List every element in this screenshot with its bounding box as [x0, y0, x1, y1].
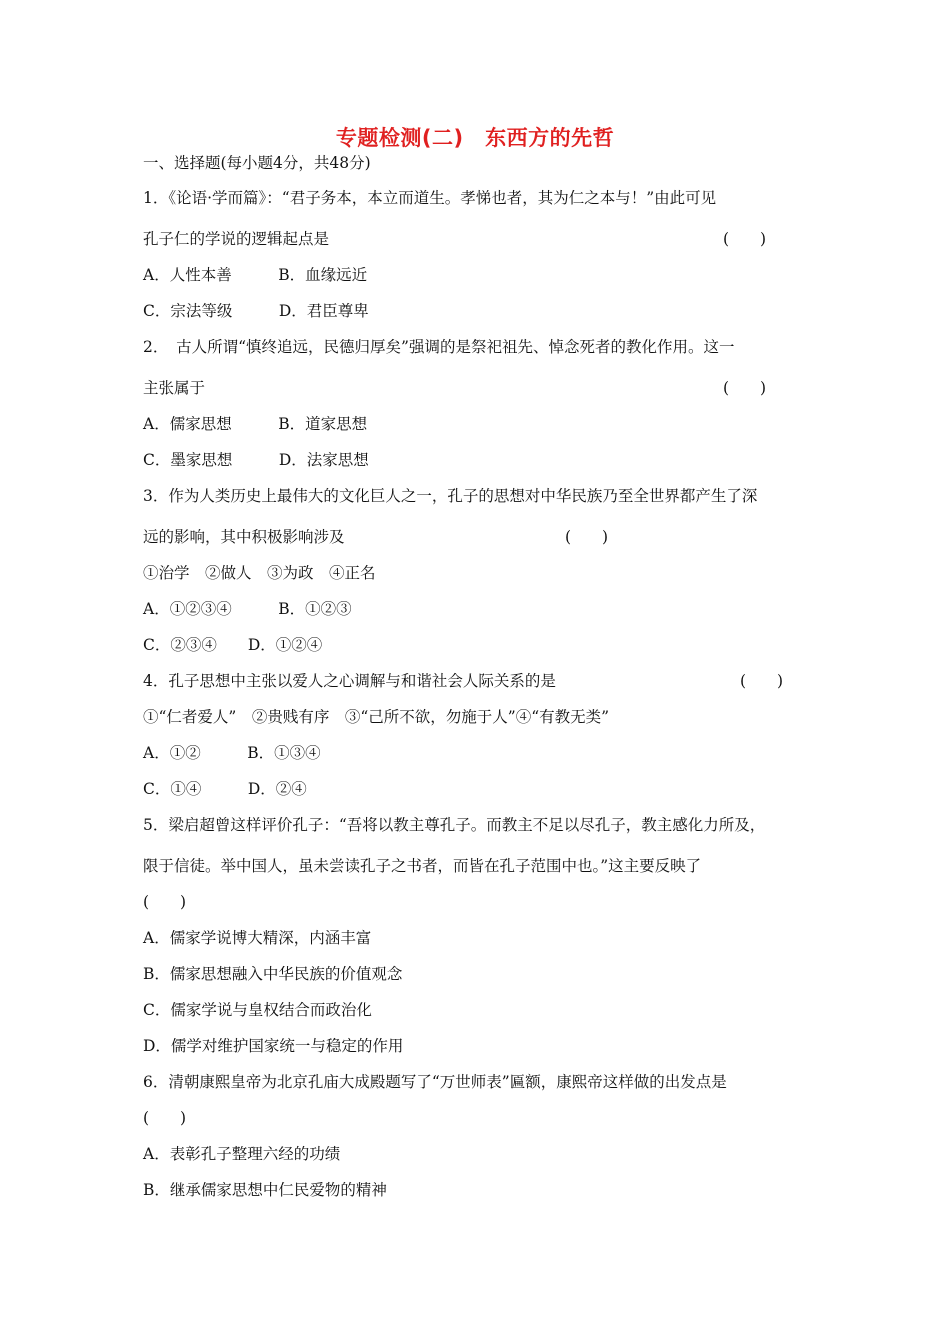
question-5-option-a: A．儒家学说博大精深，内涵丰富 — [143, 929, 372, 947]
question-1-options-cd: C．宗法等级 D．君臣尊卑 — [143, 302, 369, 320]
question-4-options-ab: A．①② B．①③④ — [143, 744, 321, 762]
question-5-option-d: D．儒学对维护国家统一与稳定的作用 — [143, 1037, 404, 1055]
question-3-text: 3．作为人类历史上最伟大的文化巨人之一，孔子的思想对中华民族乃至全世界都产生了深 — [143, 487, 758, 505]
section-heading: 一、选择题(每小题4分，共48分) — [143, 154, 371, 172]
question-6-answer-blank: ( ) — [143, 1109, 187, 1127]
question-2-text: 2． 古人所谓“慎终追远，民德归厚矣”强调的是祭祀祖先、悼念死者的教化作用。这一 — [143, 338, 735, 356]
question-1-options-ab: A．人性本善 B．血缘远近 — [143, 266, 368, 284]
question-2-options-ab: A．儒家思想 B．道家思想 — [143, 415, 368, 433]
question-3-options-ab: A．①②③④ B．①②③ — [143, 600, 352, 618]
question-5-option-c: C．儒家学说与皇权结合而政治化 — [143, 1001, 372, 1019]
question-3-answer-blank: ( ) — [565, 528, 609, 546]
question-4-options-cd: C．①④ D．②④ — [143, 780, 307, 798]
question-3-text-cont: 远的影响，其中积极影响涉及 — [143, 528, 345, 546]
question-1-text: 1．《论语·学而篇》：“君子务本，本立而道生。孝悌也者，其为仁之本与！”由此可见 — [143, 189, 717, 207]
question-4-text: 4．孔子思想中主张以爱人之心调解与和谐社会人际关系的是 — [143, 672, 556, 690]
question-4-items: ①“仁者爱人” ②贵贱有序 ③“己所不欲，勿施于人”④“有教无类” — [143, 708, 610, 726]
question-6-text: 6．清朝康熙皇帝为北京孔庙大成殿题写了“万世师表”匾额，康熙帝这样做的出发点是 — [143, 1073, 727, 1091]
question-5-text: 5．梁启超曾这样评价孔子：“吾将以教主尊孔子。而教主不足以尽孔子，教主感化力所及， — [143, 816, 766, 834]
question-2-text-cont: 主张属于 — [143, 379, 206, 397]
question-2-options-cd: C．墨家思想 D．法家思想 — [143, 451, 369, 469]
question-1-text-cont: 孔子仁的学说的逻辑起点是 — [143, 230, 330, 248]
question-6-option-b: B．继承儒家思想中仁民爱物的精神 — [143, 1181, 387, 1199]
question-1-answer-blank: ( ) — [723, 230, 767, 248]
question-2-answer-blank: ( ) — [723, 379, 767, 397]
page-title: 专题检测(二) 东西方的先哲 — [335, 126, 615, 150]
question-5-text-cont: 限于信徒。举中国人，虽未尝读孔子之书者，而皆在孔子范围中也。”这主要反映了 — [143, 857, 702, 875]
question-3-items: ①治学 ②做人 ③为政 ④正名 — [143, 564, 376, 582]
question-4-answer-blank: ( ) — [740, 672, 784, 690]
question-6-option-a: A．表彰孔子整理六经的功绩 — [143, 1145, 341, 1163]
question-3-options-cd: C．②③④ D．①②④ — [143, 636, 323, 654]
question-5-answer-blank: ( ) — [143, 893, 187, 911]
question-5-option-b: B．儒家思想融入中华民族的价值观念 — [143, 965, 403, 983]
